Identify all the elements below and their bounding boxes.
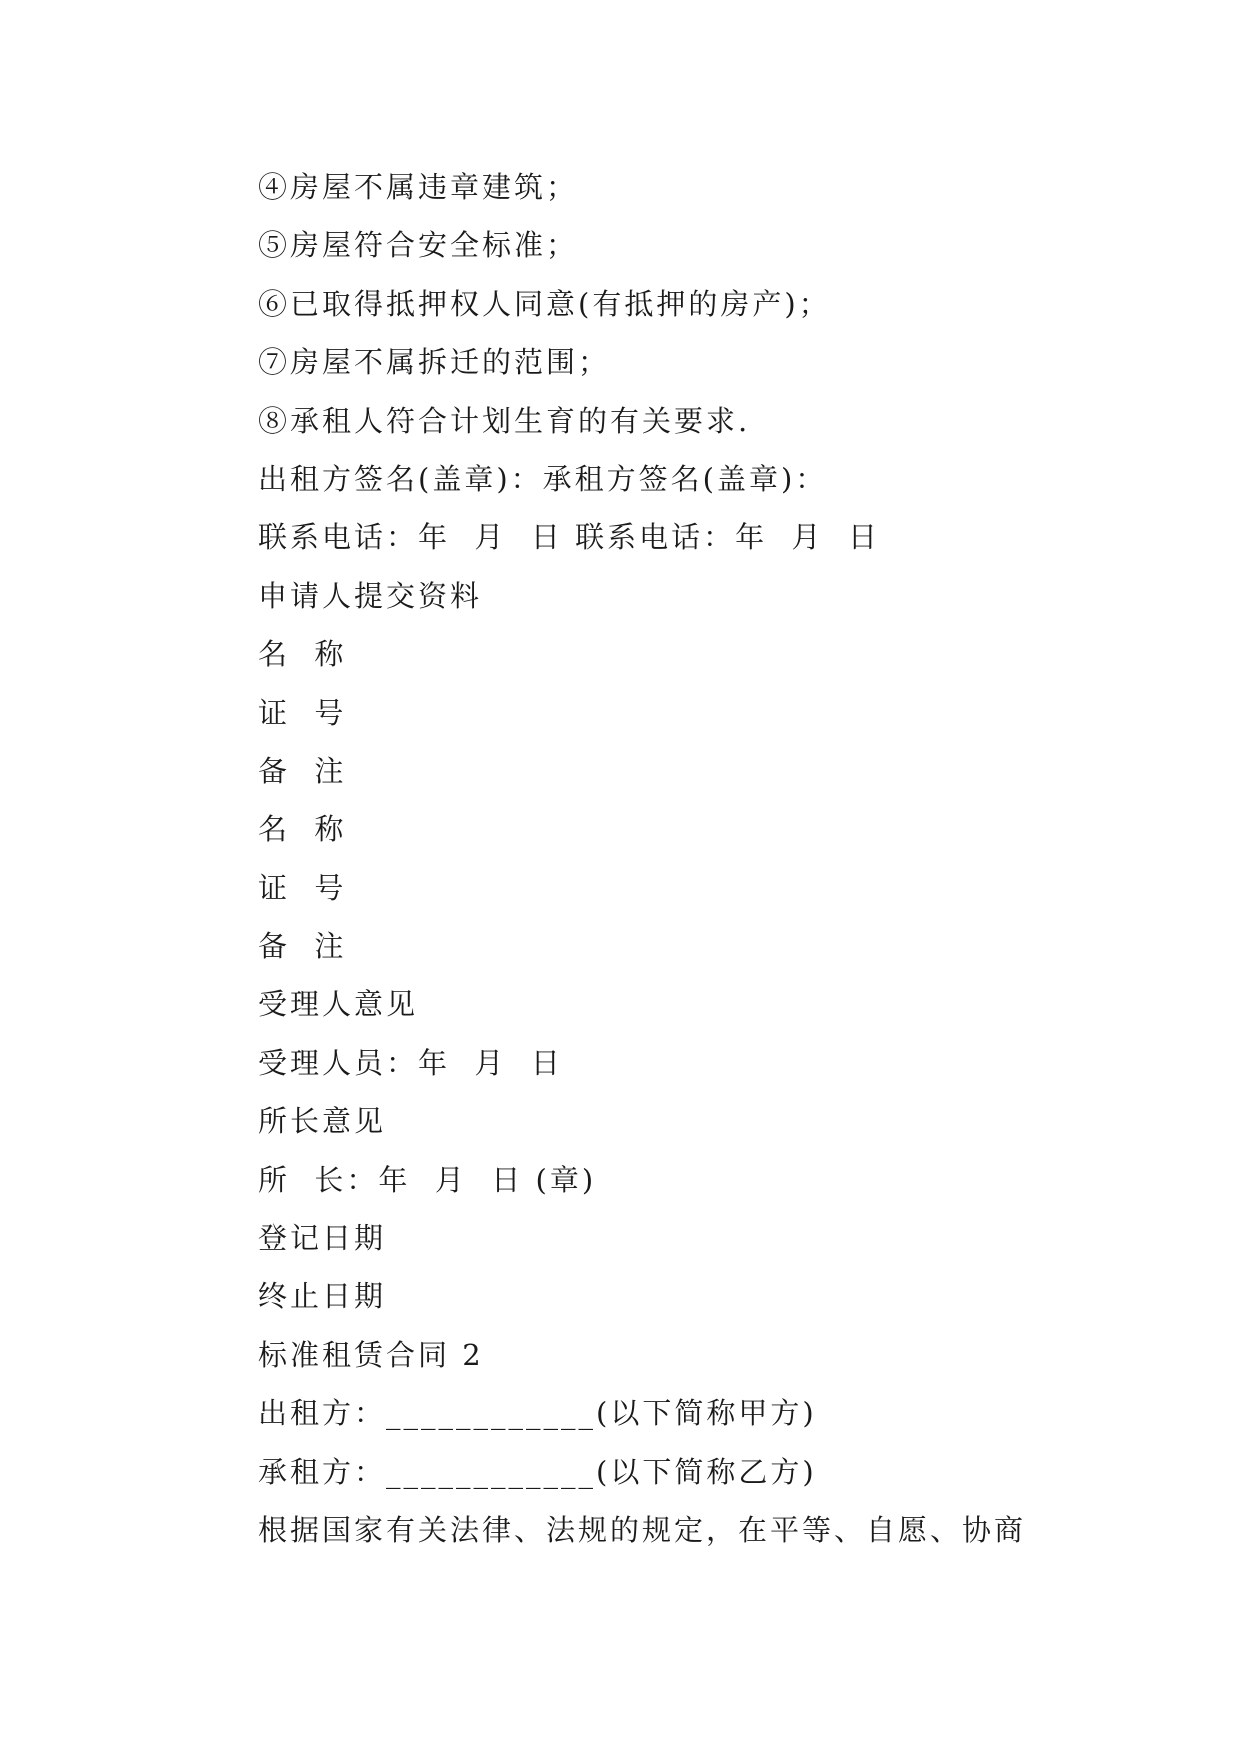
name-label: 名 称 bbox=[258, 637, 347, 672]
remarks-label: 备 注 bbox=[258, 753, 347, 788]
signature-line: 出租方签名(盖章)：承租方签名(盖章)： bbox=[258, 461, 828, 496]
termination-date-label: 终止日期 bbox=[258, 1279, 387, 1314]
applicant-materials-heading: 申请人提交资料 bbox=[258, 578, 483, 613]
reviewer-date-line: 受理人员：年 月 日 bbox=[258, 1045, 563, 1080]
lessee-line: 承租方：____________(以下简称乙方) bbox=[258, 1454, 817, 1489]
certificate-number-label: 证 号 bbox=[258, 870, 347, 905]
director-opinion-heading: 所长意见 bbox=[258, 1104, 387, 1139]
condition-item-7: ⑦房屋不属拆迁的范围； bbox=[258, 345, 611, 380]
remarks-label: 备 注 bbox=[258, 929, 347, 964]
registration-date-label: 登记日期 bbox=[258, 1221, 387, 1256]
condition-item-5: ⑤房屋符合安全标准； bbox=[258, 228, 579, 263]
condition-item-4: ④房屋不属违章建筑； bbox=[258, 170, 579, 204]
condition-item-6: ⑥已取得抵押权人同意(有抵押的房产)； bbox=[258, 286, 831, 321]
contact-date-line: 联系电话：年 月 日 联系电话：年 月 日 bbox=[258, 520, 880, 555]
certificate-number-label: 证 号 bbox=[258, 695, 347, 730]
contract-title: 标准租赁合同 2 bbox=[258, 1337, 484, 1372]
reviewer-opinion-heading: 受理人意见 bbox=[258, 987, 419, 1022]
condition-item-8: ⑧承租人符合计划生育的有关要求. bbox=[258, 403, 751, 438]
document-body bbox=[258, 158, 1158, 1559]
lessor-line: 出租方：____________(以下简称甲方) bbox=[258, 1396, 817, 1431]
preamble-paragraph: 根据国家有关法律、法规的规定，在平等、自愿、协商 bbox=[258, 1512, 1027, 1547]
name-label: 名 称 bbox=[258, 812, 347, 847]
director-date-line: 所 长：年 月 日 (章) bbox=[258, 1162, 597, 1197]
